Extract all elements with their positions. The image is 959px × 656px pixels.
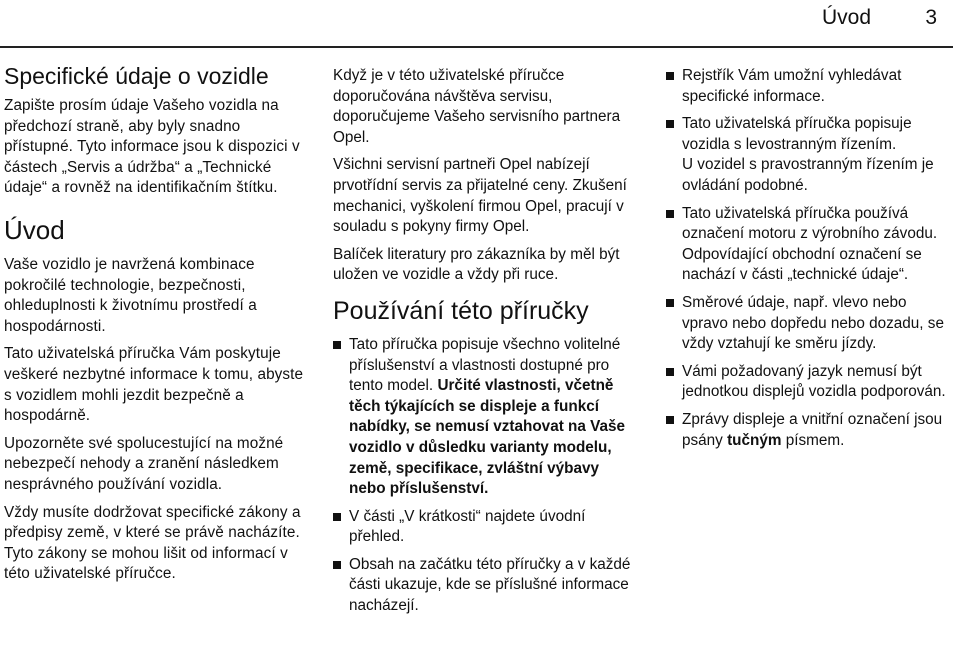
paragraph-service-1: Když je v této uživatelské příručce doporučována návštěva servisu, doporučujeme Vašeho servisního partnera Opel.	[333, 67, 621, 146]
usage-bullet-list	[333, 335, 633, 617]
paragraph-service-2: Všichni servisní partneři Opel nabízejí prvotřídní servis za přijatelné ceny. Zkušení mechanici, vyškolení firmou Opel, pracují v souladu s pokyny firmy Opel.	[333, 156, 627, 236]
list-item: V části „V krátkosti“ najdete úvodní přehled.	[333, 507, 633, 548]
running-title: Úvod	[821, 6, 871, 29]
paragraph-literature: Balíček literatury pro zákazníka by měl být uložen ve vozidle a vždy při ruce.	[333, 245, 620, 284]
column-left	[4, 63, 306, 592]
column-right	[666, 66, 956, 458]
list-item: Tato uživatelská příručka používá označení motoru z výrobního závodu. Odpovídající obchodní označení se nachází v části „technické údaje“.	[666, 204, 956, 286]
paragraph-intro-3: Upozorněte své spolucestující na možné nebezpečí nehody a zranění následkem nesprávného používání vozidla.	[4, 434, 284, 493]
paragraph-intro-2: Tato uživatelská příručka Vám poskytuje veškeré nezbytné informace k tomu, abyste s vozidlem mohli jezdit bezpečně a hospodárně.	[4, 345, 304, 425]
list-item: Zprávy displeje a vnitřní označení jsou psány tučným písmem.	[666, 410, 956, 451]
bold-word: tučným	[727, 431, 782, 449]
list-item: Tato příručka popisuje všechno volitelné příslušenství a vlastnosti dostupné pro tento model. Určité vlastnosti, včetně těch týkajících se displeje a funkcí nabídky, se nemusí vztahovat na Vaše vozidlo v důsledku varianty modelu, země, specifikace, zvláštní výbavy nebo příslušenství.	[333, 335, 633, 500]
paragraph-intro-1: Vaše vozidlo je navržená kombinace pokročilé technologie, bezpečnosti, ohleduplnosti k životnímu prostředí a hospodárnosti.	[4, 255, 257, 335]
page-header	[0, 0, 959, 47]
header-divider	[0, 46, 953, 48]
paragraph-intro-4: Vždy musíte dodržovat specifické zákony a předpisy země, v které se právě nacházíte. Tyto zákony se mohou lišit od informací v této uživatelské příručce.	[4, 503, 301, 583]
column-middle	[333, 66, 633, 624]
list-item: Rejstřík Vám umožní vyhledávat specifické informace.	[666, 66, 956, 107]
list-item: Směrové údaje, např. vlevo nebo vpravo nebo dopředu nebo dozadu, se vždy vztahují ke směru jízdy.	[666, 293, 956, 355]
paragraph-specific-data: Zapište prosím údaje Vašeho vozidla na předchozí straně, aby byly snadno přístupné. Tyto informace jsou k dispozici v částech „Servis a údržba“ a „Technické údaje“ a rovněž na identifikačním štítku.	[4, 97, 300, 197]
page-number: 3	[925, 6, 937, 29]
list-item: Vámi požadovaný jazyk nemusí být jednotkou displejů vozidla podporován.	[666, 362, 956, 403]
bold-note: Určité vlastnosti, včetně těch týkajících se displeje a funkcí nabídky, se nemusí vztahovat na Vaše vozidlo v důsledku varianty modelu, země, specifikace, zvláštní výbavy nebo příslušenství.	[349, 377, 626, 498]
list-item: Tato uživatelská příručka popisuje vozidla s levostranným řízením. U vozidel s pravostranným řízením je ovládání podobné.	[666, 114, 956, 196]
heading-introduction: Úvod	[4, 214, 65, 245]
heading-using-manual: Používání této příručky	[333, 296, 589, 325]
heading-specific-data: Specifické údaje o vozidle	[4, 63, 269, 89]
notes-bullet-list	[666, 66, 956, 451]
list-item: Obsah na začátku této příručky a v každé části ukazuje, kde se příslušné informace nacházejí.	[333, 555, 633, 617]
